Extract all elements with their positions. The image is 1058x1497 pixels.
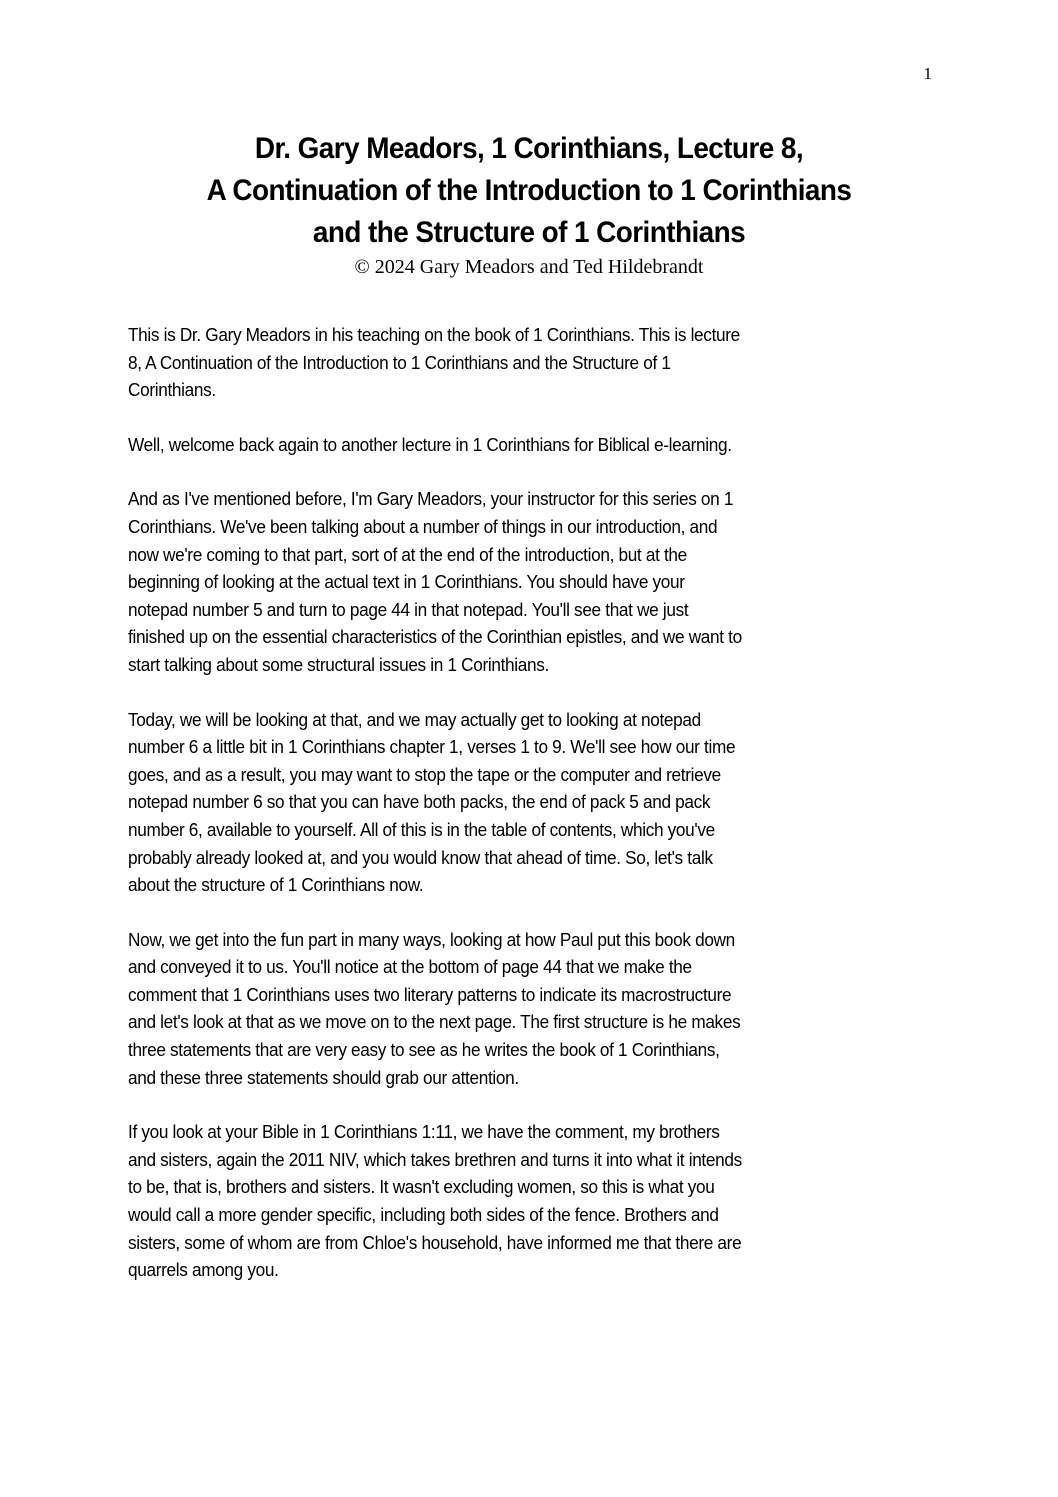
paragraph-line: about the structure of 1 Corinthians now. <box>128 874 424 896</box>
paragraph-intro <box>128 321 948 404</box>
paragraph-structure <box>128 926 948 1092</box>
paragraph-line: goes, and as a result, you may want to stop the tape or the computer and retrieve <box>128 763 721 785</box>
paragraph-line: comment that 1 Corinthians uses two literary patterns to indicate its macrostructure <box>128 983 732 1005</box>
paragraph-line: sisters, some of whom are from Chloe's household, have informed me that there are <box>128 1231 742 1253</box>
title-line-3: and the Structure of 1 Corinthians <box>312 216 746 249</box>
paragraph-today <box>128 706 948 899</box>
paragraph-line: and these three statements should grab our attention. <box>128 1066 519 1088</box>
paragraph-instructor <box>128 485 948 678</box>
paragraph-line: now we're coming to that part, sort of at the end of the introduction, but at the <box>128 543 687 565</box>
paragraph-line: start talking about some structural issues in 1 Corinthians. <box>128 653 549 675</box>
paragraph-line: quarrels among you. <box>128 1259 279 1281</box>
paragraph-line: number 6, available to yourself. All of this is in the table of contents, which you've <box>128 818 715 840</box>
paragraph-line: three statements that are very easy to see as he writes the book of 1 Corinthians, <box>128 1039 720 1061</box>
paragraph-line: notepad number 6 so that you can have both packs, the end of pack 5 and pack <box>128 791 711 813</box>
page-number: 1 <box>923 64 932 83</box>
title-line-1: Dr. Gary Meadors, 1 Corinthians, Lecture 8, <box>254 132 804 165</box>
paragraph-line: finished up on the essential characteristics of the Corinthian epistles, and we want to <box>128 626 742 648</box>
document-body <box>128 321 948 1311</box>
copyright-notice: © 2024 Gary Meadors and Ted Hildebrandt <box>354 256 704 278</box>
paragraph-line: Today, we will be looking at that, and we may actually get to looking at notepad <box>128 708 701 730</box>
paragraph-line: This is Dr. Gary Meadors in his teaching on the book of 1 Corinthians. This is lecture <box>128 324 740 345</box>
title-line-2: A Continuation of the Introduction to 1 Corinthians <box>206 174 852 207</box>
paragraph-line: Well, welcome back again to another lecture in 1 Corinthians for Biblical e-learning. <box>128 433 732 455</box>
paragraph-line: If you look at your Bible in 1 Corinthians 1:11, we have the comment, my brothers <box>128 1121 720 1143</box>
paragraph-line: would call a more gender specific, including both sides of the fence. Brothers and <box>128 1204 719 1226</box>
paragraph-bible-reference <box>128 1118 948 1284</box>
paragraph-line: And as I've mentioned before, I'm Gary Meadors, your instructor for this series on 1 <box>128 488 734 510</box>
paragraph-line: Corinthians. <box>128 379 216 401</box>
paragraph-line: notepad number 5 and turn to page 44 in that notepad. You'll see that we just <box>128 598 689 620</box>
paragraph-line: number 6 a little bit in 1 Corinthians chapter 1, verses 1 to 9. We'll see how our time <box>128 736 736 758</box>
paragraph-line: 8, A Continuation of the Introduction to 1 Corinthians and the Structure of 1 <box>128 351 671 373</box>
paragraph-line: beginning of looking at the actual text in 1 Corinthians. You should have your <box>128 571 685 593</box>
paragraph-line: and let's look at that as we move on to the next page. The first structure is he makes <box>128 1011 741 1033</box>
paragraph-line: and sisters, again the 2011 NIV, which takes brethren and turns it into what it intends <box>128 1148 742 1170</box>
paragraph-line: probably already looked at, and you would know that ahead of time. So, let's talk <box>128 846 713 868</box>
paragraph-line: and conveyed it to us. You'll notice at the bottom of page 44 that we make the <box>128 956 692 978</box>
paragraph-line: Corinthians. We've been talking about a number of things in our introduction, and <box>128 515 718 537</box>
paragraph-line: to be, that is, brothers and sisters. It wasn't excluding women, so this is what you <box>128 1176 715 1198</box>
title-block <box>0 128 1058 278</box>
paragraph-welcome <box>128 431 948 459</box>
paragraph-line: Now, we get into the fun part in many ways, looking at how Paul put this book down <box>128 928 735 950</box>
